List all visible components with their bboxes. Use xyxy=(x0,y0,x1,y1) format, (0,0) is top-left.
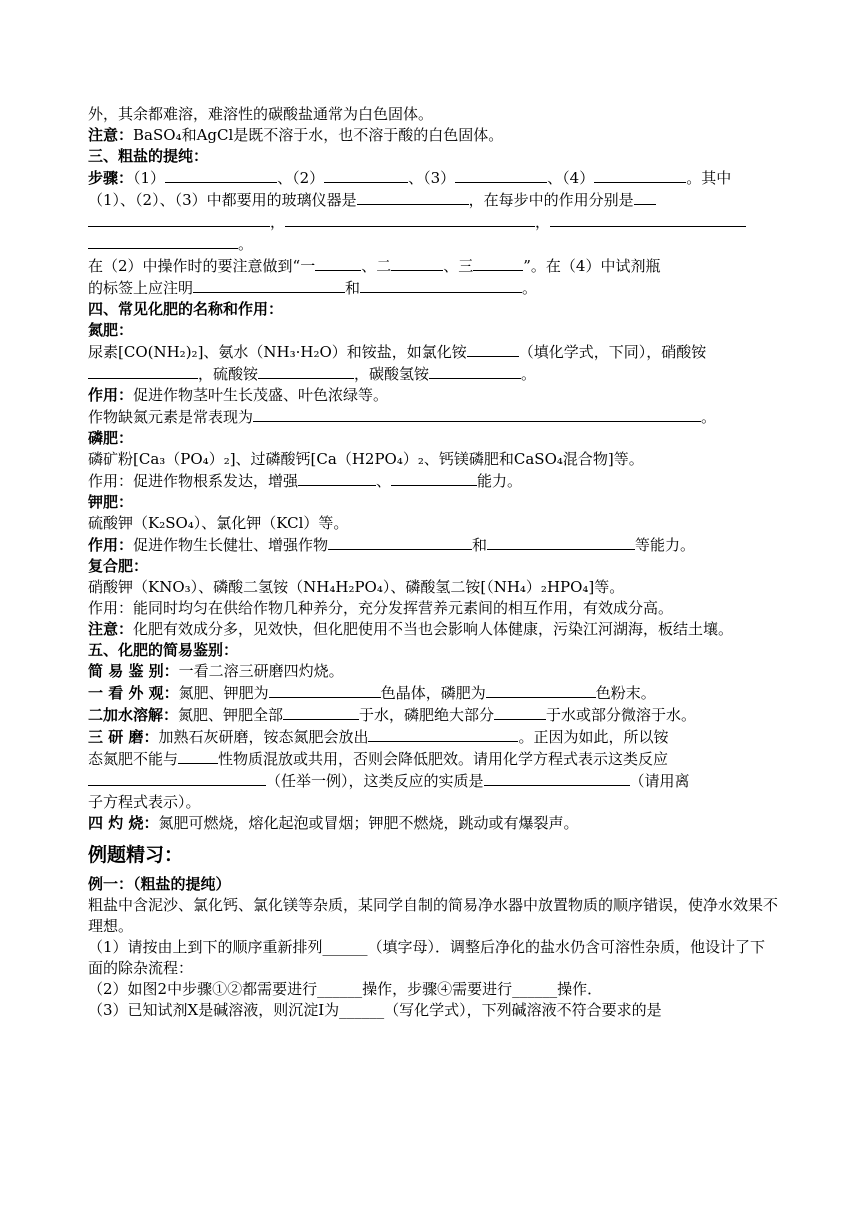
blank[interactable] xyxy=(88,363,198,379)
blank[interactable] xyxy=(193,277,345,293)
label: 四 灼 烧： xyxy=(88,814,159,832)
section-heading: 例题精习： xyxy=(88,844,184,866)
text: ，碳酸氢铵 xyxy=(354,365,430,383)
text: 、二 xyxy=(361,257,392,275)
text-line: 磷矿粉[Ca₃（PO₄）₂]、过磷酸钙[Ca（H2PO₄）₂、钙镁磷肥和CaSO₄混合物]等。 xyxy=(88,450,644,468)
text: （1） xyxy=(133,169,166,187)
text-line xyxy=(88,813,778,834)
blank[interactable] xyxy=(484,770,630,786)
text-line xyxy=(88,341,778,363)
steps-line xyxy=(88,211,778,233)
text: 。 xyxy=(238,235,254,253)
blank[interactable] xyxy=(487,534,635,550)
text: 、（4） xyxy=(547,169,595,187)
text: 在（2）中操作时的要注意做到“一 xyxy=(88,257,316,275)
document-page xyxy=(88,104,778,1021)
label: 三 研 磨： xyxy=(88,728,159,746)
blank[interactable] xyxy=(165,167,277,183)
text-line: 硫酸钾（K₂SO₄）、氯化钾（KCl）等。 xyxy=(88,514,349,532)
section-title: 三、粗盐的提纯： xyxy=(88,147,209,165)
text: 加熟石灰研磨，铵态氮肥会放出 xyxy=(158,728,369,746)
text: 的标签上应注明 xyxy=(88,279,194,297)
text: 一看二溶三研磨四灼烧。 xyxy=(178,662,344,680)
blank[interactable] xyxy=(357,189,469,205)
text: 氮肥、钾肥为 xyxy=(178,684,269,702)
label: 二加水溶解： xyxy=(88,706,179,724)
blank[interactable] xyxy=(315,255,361,271)
steps-line xyxy=(88,167,778,189)
label: 作用： xyxy=(88,536,134,554)
text: 、三 xyxy=(443,257,474,275)
text: 。其中 xyxy=(686,169,732,187)
blank[interactable] xyxy=(486,682,596,698)
subheading: 钾肥： xyxy=(88,493,134,511)
section-title: 五、化肥的简易鉴别： xyxy=(88,641,239,659)
blank[interactable] xyxy=(360,277,522,293)
blank[interactable] xyxy=(429,363,521,379)
steps-line xyxy=(88,277,778,299)
note-text: BaSO₄和AgCl是既不溶于水，也不溶于酸的白色固体。 xyxy=(133,126,504,144)
note-line xyxy=(88,125,778,146)
text: 氮肥可燃烧，熔化起泡或冒烟；钾肥不燃烧，跳动或有爆裂声。 xyxy=(158,814,579,832)
label: 简 易 鉴 别： xyxy=(88,662,179,680)
text: 作用：促进作物根系发达，增强 xyxy=(88,472,299,490)
blank[interactable] xyxy=(391,255,443,271)
label: 一 看 外 观： xyxy=(88,684,179,702)
text: （填化学式，下同），硝酸铵 xyxy=(518,343,707,361)
question: （3）已知试剂X是碱溶液，则沉淀Ⅰ为______（写化学式），下列碱溶液不符合要求的是 xyxy=(88,1001,662,1019)
blank[interactable] xyxy=(494,704,546,720)
text: （请用离 xyxy=(629,772,690,790)
text-line xyxy=(88,470,778,492)
steps-line xyxy=(88,233,778,255)
text: 、（2） xyxy=(277,169,325,187)
text: 和 xyxy=(472,536,488,554)
text: 尿素[CO(NH₂)₂]、氨水（NH₃·H₂O）和铵盐，如氯化铵 xyxy=(88,343,467,361)
text: ，在每步中的作用分别是 xyxy=(468,191,634,209)
text: 。正因为如此，所以铵 xyxy=(518,728,669,746)
blank[interactable] xyxy=(178,748,218,764)
text: ， xyxy=(270,213,286,231)
label: 作用： xyxy=(88,386,134,404)
example-text: 粗盐中含泥沙、氯化钙、氯化镁等杂质，某同学自制的简易净水器中放置物质的顺序错误，使净水效果不理想。 xyxy=(88,896,779,935)
text: 等能力。 xyxy=(635,536,696,554)
text: 和 xyxy=(345,279,361,297)
text: （任举一例），这类反应的实质是 xyxy=(266,772,484,790)
blank[interactable] xyxy=(473,255,523,271)
text-line xyxy=(88,534,778,556)
blank[interactable] xyxy=(391,470,477,486)
blank[interactable] xyxy=(88,770,266,786)
text: 、（3） xyxy=(408,169,456,187)
text: 促进作物茎叶生长茂盛、叶色浓绿等。 xyxy=(133,386,389,404)
blank[interactable] xyxy=(324,167,408,183)
text-line xyxy=(88,748,778,770)
label: 注意： xyxy=(88,620,134,638)
text-line xyxy=(88,704,778,726)
text: 、 xyxy=(376,472,392,490)
blank[interactable] xyxy=(253,406,701,422)
text: （1）、（2）、（3）中都要用的玻璃仪器是 xyxy=(88,191,357,209)
blank[interactable] xyxy=(285,211,535,227)
text: ， xyxy=(535,213,551,231)
blank[interactable] xyxy=(258,363,354,379)
text-line xyxy=(88,726,778,748)
blank[interactable] xyxy=(467,341,519,357)
blank[interactable] xyxy=(550,211,746,227)
blank[interactable] xyxy=(368,726,518,742)
text-line xyxy=(88,363,778,385)
text: 态氮肥不能与 xyxy=(88,750,179,768)
blank[interactable] xyxy=(88,211,270,227)
subheading: 复合肥： xyxy=(88,557,149,575)
section-title: 四、常见化肥的名称和作用： xyxy=(88,300,284,318)
text: 作物缺氮元素是常表现为 xyxy=(88,408,254,426)
blank[interactable] xyxy=(455,167,547,183)
text-line xyxy=(88,770,778,792)
blank[interactable] xyxy=(594,167,686,183)
text-line xyxy=(88,619,778,640)
question: （1）请按由上到下的顺序重新排列______（填字母）．调整后净化的盐水仍含可溶性杂质，他设计了下面的除杂流程： xyxy=(88,938,766,977)
note-label: 注意： xyxy=(88,126,134,144)
blank[interactable] xyxy=(328,534,472,550)
subheading: 氮肥： xyxy=(88,321,134,339)
text-line xyxy=(88,682,778,704)
text-line xyxy=(88,385,778,406)
text: 色晶体，磷肥为 xyxy=(380,684,486,702)
example-title: 例一：（粗盐的提纯） xyxy=(88,875,231,893)
text: 化肥有效成分多，见效快，但化肥使用不当也会影响人体健康，污染江河湖海，板结土壤。 xyxy=(133,620,734,638)
text: 于水，磷肥绝大部分 xyxy=(359,706,495,724)
text: 。 xyxy=(521,365,537,383)
text-line xyxy=(88,406,778,428)
subheading: 磷肥： xyxy=(88,429,134,447)
text: 。 xyxy=(522,279,538,297)
text: 能力。 xyxy=(477,472,523,490)
text: 促进作物生长健壮、增强作物 xyxy=(133,536,329,554)
steps-label: 步骤： xyxy=(88,169,134,187)
text: ，硫酸铵 xyxy=(198,365,259,383)
text-line: 子方程式表示）。 xyxy=(88,793,201,811)
text-line: 作用：能同时均匀在供给作物几种养分，充分发挥营养元素间的相互作用，有效成分高。 xyxy=(88,599,674,617)
text: 氮肥、钾肥全部 xyxy=(178,706,284,724)
blank[interactable] xyxy=(283,704,359,720)
blank[interactable] xyxy=(88,233,238,249)
paragraph: 外，其余都难溶，难溶性的碳酸盐通常为白色固体。 xyxy=(88,105,434,123)
steps-line xyxy=(88,255,778,277)
text-line xyxy=(88,661,778,682)
text: 于水或部分微溶于水。 xyxy=(546,706,697,724)
blank[interactable] xyxy=(269,682,381,698)
blank[interactable] xyxy=(634,189,656,205)
text: 。 xyxy=(701,408,717,426)
text: ”。在（4）中试剂瓶 xyxy=(523,257,661,275)
text: 色粉末。 xyxy=(595,684,656,702)
text: 性物质混放或共用，否则会降低肥效。请用化学方程式表示这类反应 xyxy=(218,750,669,768)
text-line: 硝酸钾（KNO₃）、磷酸二氢铵（NH₄H₂PO₄）、磷酸氢二铵[（NH₄）₂HPO₄]等。 xyxy=(88,578,625,596)
steps-line xyxy=(88,189,778,211)
blank[interactable] xyxy=(298,470,376,486)
question: （2）如图2中步骤①②都需要进行______操作，步骤④需要进行______操作． xyxy=(88,980,603,998)
